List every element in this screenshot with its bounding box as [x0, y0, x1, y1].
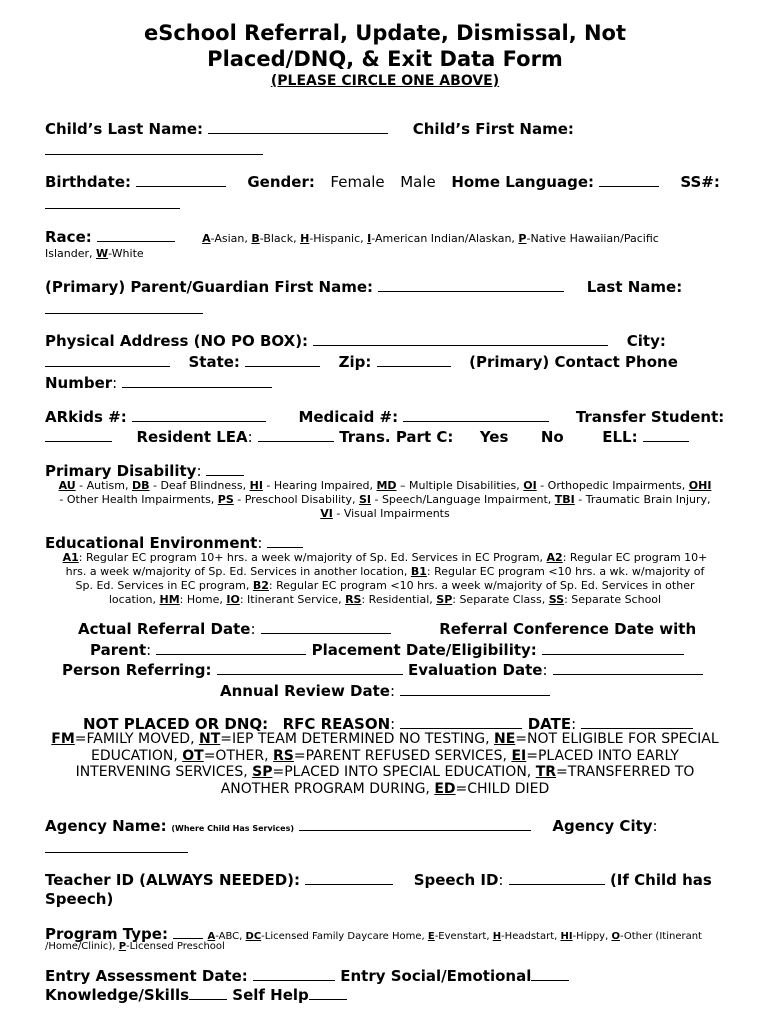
if-speech-label-2: Speech): [45, 890, 114, 908]
form-title-line2: Placed/DNQ, & Exit Data Form: [207, 47, 563, 71]
evaluation-date-label: Evaluation Date: [407, 661, 543, 679]
race-code-a: A: [202, 232, 211, 245]
educational-environment-label: Educational Environment: [45, 534, 258, 552]
parent-row: [45, 277, 682, 296]
date-label: DATE: [527, 715, 572, 733]
child-first-name-blank[interactable]: [45, 140, 263, 155]
referral-conference-blank[interactable]: [156, 640, 306, 655]
arkids-row: [45, 407, 724, 426]
race-code-b: B: [251, 232, 260, 245]
teacher-id-label: Teacher ID (ALWAYS NEEDED):: [45, 871, 300, 889]
child-last-name-blank[interactable]: [208, 119, 388, 134]
person-referring-label: Person Referring:: [62, 661, 212, 679]
placement-date-label: Placement Date/Eligibility:: [311, 641, 537, 659]
phone-number-blank[interactable]: [122, 373, 272, 388]
agency-name-blank[interactable]: [299, 816, 531, 831]
knowledge-skills-blank[interactable]: [189, 985, 227, 1000]
transfer-student-blank[interactable]: [45, 427, 112, 442]
gender-male[interactable]: Male: [400, 173, 436, 191]
race-code-i: I: [367, 232, 372, 245]
race-label: Race:: [45, 228, 92, 246]
teacher-row: Teacher ID (ALWAYS NEEDED): Speech ID: (If Child has: [45, 871, 712, 889]
primary-disability-label: Primary Disability: [45, 462, 197, 480]
agency-row: Agency Name: (Where Child Has Services) Agency City:: [45, 817, 658, 835]
actual-referral-date-label: Actual Referral Date: [78, 620, 251, 638]
agency-name-note: (Where Child Has Services): [171, 824, 294, 833]
rfc-codes: FM=FAMILY MOVED, NT=IEP TEAM DETERMINED NO TESTING, NE=NOT ELIGIBLE FOR SPECIAL EDUCATION, OT=OTHER, RS=PARENT REFUSED SERVICES, EI=PLACED INTO EARLY INTERVENING SERVICES, SP=PLACED INTO SPECIAL EDUCATION, TR=TRANSFERRED TO ANOTHER PROGRAM DURING, ED=CHILD DIED: [51, 731, 719, 797]
form-title-line1: eSchool Referral, Update, Dismissal, Not: [143, 21, 627, 45]
agency-city-blank[interactable]: [45, 838, 188, 853]
program-codes-line1: A-ABC, DC-Licensed Family Daycare Home, E-Evenstart, H-Headstart, HI-Hippy, O-Other (Itinerant: [207, 931, 702, 942]
speech-continuation: [45, 890, 113, 908]
parent-last-name-continuation: [45, 299, 203, 318]
program-codes-line2: /Home/Clinic), P-Licensed Preschool: [45, 941, 225, 952]
parent-first-name-label: (Primary) Parent/Guardian First Name:: [45, 278, 374, 296]
parent-last-name-blank[interactable]: [45, 299, 203, 314]
child-name-row: [45, 119, 574, 138]
birthdate-row: [45, 172, 720, 191]
contact-phone-label: (Primary) Contact Phone: [469, 353, 678, 371]
race-codes-line1: A-Asian, B-Black, H-Hispanic, I-American Indian/Alaskan, P-Native Hawaiian/Pacific: [202, 232, 659, 245]
birthdate-label: Birthdate:: [45, 173, 132, 191]
child-first-name-continuation: [45, 140, 263, 159]
state-blank[interactable]: [245, 352, 320, 367]
parent-first-name-blank[interactable]: [378, 277, 564, 292]
agency-city-label: Agency City: [552, 817, 653, 835]
ss-continuation: [45, 194, 180, 213]
ss-blank[interactable]: [45, 194, 180, 209]
ss-label: SS#:: [680, 173, 720, 191]
gender-female[interactable]: Female: [330, 173, 385, 191]
trans-part-c-label: Trans. Part C:: [339, 428, 454, 446]
medicaid-blank[interactable]: [403, 407, 549, 422]
referral-conference-label: Referral Conference Date with: [439, 620, 697, 638]
entry-social-label: Entry Social/Emotional: [340, 967, 532, 985]
person-evaluation-row: Person Referring: Evaluation Date:: [62, 660, 703, 679]
state-zip-row: [45, 352, 678, 371]
city-label: City:: [626, 332, 666, 350]
phone-number-row: Number:: [45, 373, 272, 392]
not-placed-label: NOT PLACED OR DNQ:: [83, 715, 269, 733]
annual-review-row: Annual Review Date:: [220, 681, 550, 700]
disability-codes: AU - Autism, DB - Deaf Blindness, HI - Hearing Impaired, MD – Multiple Disabilities, OI - Orthopedic Impairments, OHI - Other Health Impairments, PS - Preschool Disability, SI - Speech/Language Impairment, TBI - Traumatic Brain Injury, VI - Visual Impairments: [58, 479, 712, 520]
program-type-blank[interactable]: [173, 924, 203, 939]
entry-social-blank[interactable]: [531, 966, 569, 981]
medicaid-label: Medicaid #:: [298, 408, 399, 426]
self-help-label: Self Help: [232, 986, 309, 1004]
not-placed-row: NOT PLACED OR DNQ: RFC REASON: DATE:: [83, 714, 693, 733]
zip-blank[interactable]: [377, 352, 451, 367]
program-type-label: Program Type:: [45, 925, 168, 943]
self-help-blank[interactable]: [309, 985, 347, 1000]
form-subtitle: (PLEASE CIRCLE ONE ABOVE): [270, 73, 500, 89]
speech-id-blank[interactable]: [509, 870, 605, 885]
referral-date-row: Actual Referral Date: Referral Conference Date with: [78, 620, 697, 638]
birthdate-blank[interactable]: [136, 172, 226, 187]
rfc-date-blank[interactable]: [581, 714, 693, 729]
speech-id-label: Speech ID: [413, 871, 499, 889]
agency-city-continuation: [45, 838, 188, 857]
if-speech-label: (If Child has: [609, 871, 712, 889]
ell-label: ELL:: [602, 428, 638, 446]
race-blank[interactable]: [97, 227, 175, 242]
ell-blank[interactable]: [643, 427, 689, 442]
race-codes-line2: Islander, W-White: [45, 247, 144, 260]
race-code-h: H: [300, 232, 310, 245]
parent-last-name-label: Last Name:: [586, 278, 683, 296]
placement-date-blank[interactable]: [542, 640, 684, 655]
transfer-student-label: Transfer Student:: [575, 408, 725, 426]
knowledge-row: [45, 985, 347, 1004]
person-referring-blank[interactable]: [217, 660, 403, 675]
race-code-p: P: [518, 232, 527, 245]
entry-assessment-date-blank[interactable]: [253, 966, 335, 981]
evaluation-date-blank[interactable]: [553, 660, 703, 675]
city-blank[interactable]: [45, 352, 170, 367]
resident-lea-label: Resident LEA: [136, 428, 248, 446]
knowledge-skills-label: Knowledge/Skills: [45, 986, 190, 1004]
rfc-reason-label: RFC REASON: [282, 715, 391, 733]
home-language-label: Home Language:: [451, 173, 595, 191]
rfc-reason-blank[interactable]: [400, 714, 522, 729]
trans-part-c-no[interactable]: No: [540, 428, 564, 446]
arkids-blank[interactable]: [132, 407, 266, 422]
resident-lea-row: Resident LEA: Trans. Part C: Yes No ELL:: [45, 427, 689, 446]
zip-label: Zip:: [338, 353, 372, 371]
primary-disability-blank[interactable]: [206, 461, 244, 476]
address-row: [45, 331, 666, 350]
physical-address-blank[interactable]: [313, 331, 608, 346]
annual-review-date-label: Annual Review Date: [220, 682, 390, 700]
educational-environment-row: Educational Environment:: [45, 533, 303, 552]
child-last-name-label: Child’s Last Name:: [45, 120, 204, 138]
race-row: [45, 227, 659, 246]
resident-lea-blank[interactable]: [258, 427, 334, 442]
parent-placement-row: Parent: Placement Date/Eligibility:: [90, 640, 684, 659]
child-first-name-label: Child’s First Name:: [412, 120, 574, 138]
educational-environment-blank[interactable]: [267, 533, 303, 548]
teacher-id-blank[interactable]: [305, 870, 393, 885]
annual-review-date-blank[interactable]: [400, 681, 550, 696]
state-label: State:: [188, 353, 240, 371]
environment-codes: A1: Regular EC program 10+ hrs. a week w/majority of Sp. Ed. Services in EC Program, A2: Regular EC program 10+ hrs. a week w/majority of Sp. Ed. Services in another location, B1: Regular EC program <10 hrs. a wk. w/majority of Sp. Ed. Services in EC program, B2: Regular EC program <10 hrs. a week w/majority of Sp. Ed. Services in other location, HM: Home, IO: Itinerant Service, RS: Residential, SP: Separate Class, SS: Separate School: [62, 551, 708, 606]
home-language-blank[interactable]: [599, 172, 659, 187]
phone-number-label: Number: [45, 374, 113, 392]
arkids-label: ARkids #:: [45, 408, 127, 426]
agency-name-label: Agency Name:: [45, 817, 167, 835]
race-code-w: W: [96, 247, 109, 260]
parent-label: Parent: [90, 641, 147, 659]
primary-disability-row: Primary Disability:: [45, 461, 244, 480]
entry-assessment-row: [45, 966, 569, 985]
gender-label: Gender:: [247, 173, 315, 191]
trans-part-c-yes[interactable]: Yes: [479, 428, 509, 446]
physical-address-label: Physical Address (NO PO BOX):: [45, 332, 309, 350]
actual-referral-date-blank[interactable]: [261, 619, 391, 634]
entry-assessment-date-label: Entry Assessment Date:: [45, 967, 248, 985]
